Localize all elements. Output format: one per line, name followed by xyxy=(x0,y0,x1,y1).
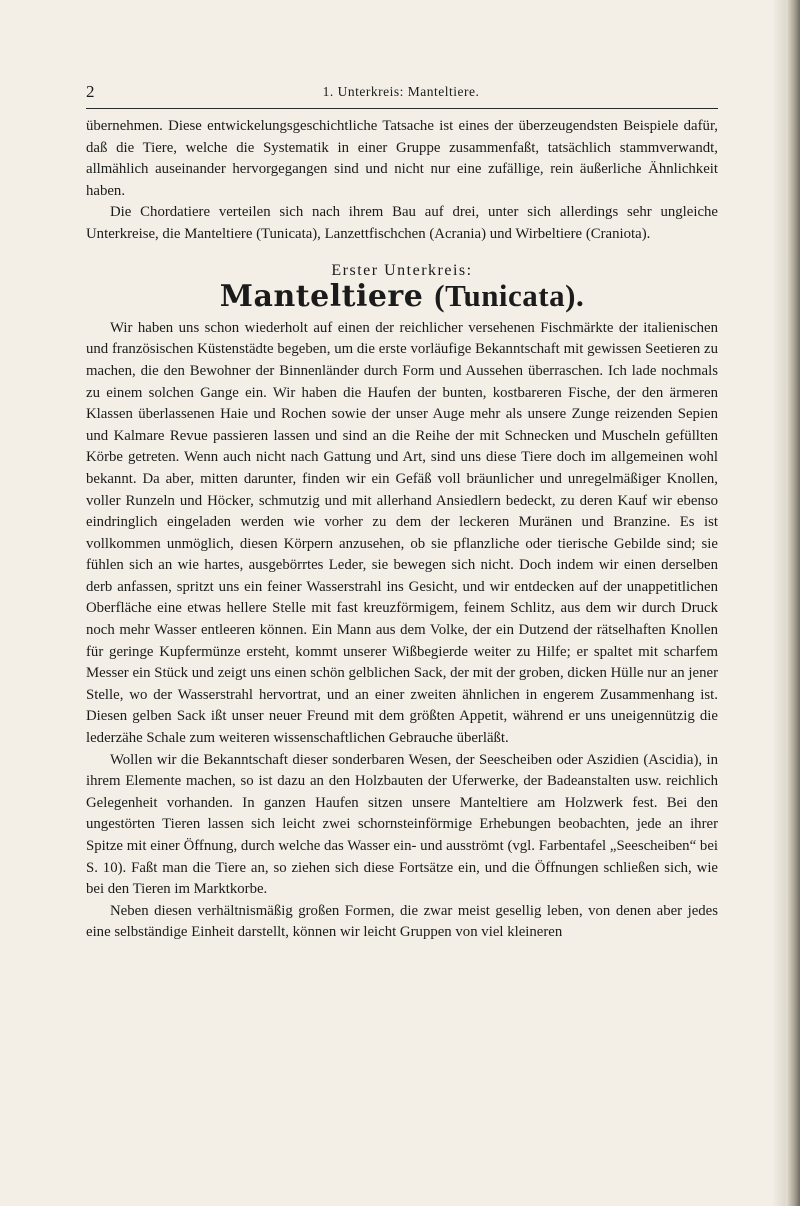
body-paragraph-3: Neben diesen verhältnismäßig großen Formen, die zwar meist gesellig leben, von denen aber jedes eine selbständige Einheit darstellt, können wir leicht Gruppen von viel kleineren xyxy=(86,902,718,941)
section-subhead: Erster Unterkreis: xyxy=(331,261,473,279)
body-paragraph-2: Wollen wir die Bekanntschaft dieser sonderbaren Wesen, der Seescheiben oder Aszidien (Ascidia), in ihrem Elemente machen, so ist dazu an den Holzbauten der Uferwerke, der Badeanstalten usw. reichlich Gelegenheit vorhanden. In ganzen Haufen sitzen unsere Manteltiere am Holzwerk fest. Bei den ungestörten Tieren lassen sich leicht zwei schornsteinförmige Erhebungen beobachten, jede an ihrer Spitze mit einer Öffnung, durch welche das Wasser ein- und ausströmt (vgl. Farbentafel „Seescheiben“ bei S. 10). Faßt man die Tiere an, so ziehen sich diese Fortsätze ein, und die Öffnungen schließen sich, wie bei den Tieren im Marktkorbe. xyxy=(86,751,718,898)
book-binding-edge xyxy=(786,0,800,1206)
header-rule xyxy=(86,108,718,109)
chapter-title-latin: (Tunicata). xyxy=(434,278,585,314)
page-header xyxy=(86,82,716,106)
chapter-title-german: Manteltiere xyxy=(219,279,424,315)
body-paragraph-1: Wir haben uns schon wiederholt auf einen der reichlicher versehenen Fischmärkte der italienischen und französischen Küstenstädte begeben, um die erste vorläufige Bekanntschaft mit gewissen Seetieren zu machen, die den Bewohner der Binnenländer durch Form und Aussehen überraschen. Ich lade nochmals zu einem solchen Gange ein. Wir haben die Haufen der bunten, kostbareren Fische, der den ärmeren Klassen überlassenen Haie und Rochen sowie der unser Auge mehr als unsere Zunge reizenden Sepien und Kalmare Revue passieren lassen und sind an die Reihe der mit Schnecken und Muscheln gefüllten Körbe getreten. Wenn auch nicht nach Gattung und Art, sind uns diese Tiere doch im allgemeinen wohl bekannt. Da aber, mitten darunter, finden wir ein Gefäß voll bräunlicher und unregelmäßiger Knollen, voller Runzeln und Höcker, schmutzig und mit allerhand Ansiedlern bedeckt, zu deren Kauf wir ebenso eindringlich eingeladen werden wie vorher zu dem der leckeren Muränen und Branzine. Es ist vollkommen unmöglich, diesen Körpern anzusehen, ob sie pflanzliche oder tierische Gebilde sind; sie fühlen sich an wie hartes, ausgebörrtes Leder, sie bewegen sich nicht. Doch indem wir einen derselben derb anfassen, spritzt uns ein feiner Wasserstrahl ins Gesicht, und wir entdecken auf der unappetitlichen Oberfläche eine etwas hellere Stelle mit fast kreuzförmigem, feinem Schlitz, aus dem wir durch Druck noch mehr Wasser entleeren können. Ein Mann aus dem Volke, der ein Dutzend der rätselhaften Knollen für geringe Kupfermünze ersteht, kommt unserer Wißbegierde weiter zu Hilfe; er spaltet mit scharfem Messer ein Stück und zeigt uns einen schön gelblichen Sack, der mit der groben, dicken Hülle nur an jener Stelle, wo der Wasserstrahl hervortrat, und an einer zweiten ähnlichen in engerem Zusammenhang ist. Diesen gelben Sack ißt unser neuer Freund mit dem größten Appetit, während er uns uneigennützig die lederzähe Schale zum weiteren wissenschaftlichen Gebrauche überläßt. xyxy=(86,319,718,747)
page-number: 2 xyxy=(86,82,95,101)
intro-paragraph-1: übernehmen. Diese entwickelungsgeschichtliche Tatsache ist eines der überzeugendsten Beispiele dafür, daß die Tiere, welche die Systematik in einer Gruppe zusammenfaßt, tatsächlich stammverwandt, allmählich auseinander hervorgegangen sind und nicht nur eine zufällige, rein äußerliche Ähnlichkeit haben. xyxy=(86,118,718,199)
running-head: 1. Unterkreis: Manteltiere. xyxy=(322,84,480,99)
chapter-title xyxy=(86,278,718,315)
page-edge-shadow xyxy=(772,0,786,1206)
intro-paragraph-2: Die Chordatiere verteilen sich nach ihrem Bau auf drei, unter sich allerdings sehr ungleiche Unterkreise, die Manteltiere (Tunicata), Lanzettfischchen (Acrania) und Wirbeltiere (Craniota). xyxy=(86,204,718,242)
page-body xyxy=(86,116,718,944)
